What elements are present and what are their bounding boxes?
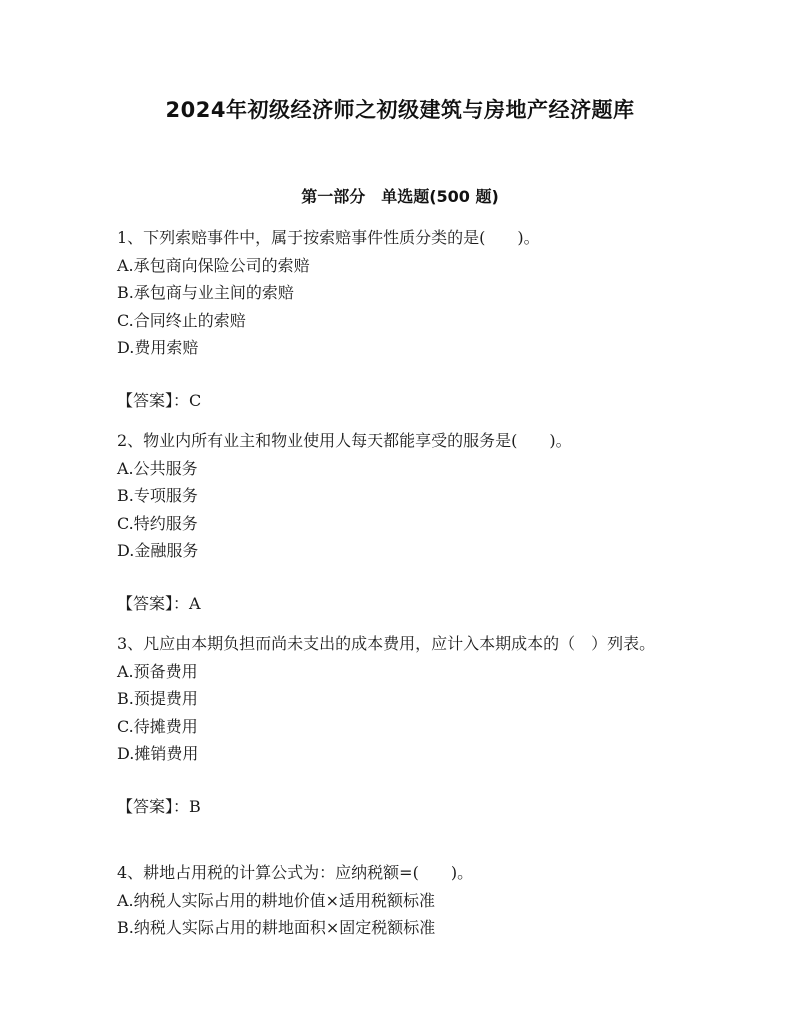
answer-line: 【答案】：A <box>117 593 201 613</box>
option-a: A.预备费用 <box>117 661 198 681</box>
question-2 <box>117 427 657 617</box>
option-b: B.纳税人实际占用的耕地面积×固定税额标准 <box>117 918 436 937</box>
option-d: D.摊销费用 <box>117 744 199 763</box>
option-b: B.承包商与业主间的索赔 <box>117 283 294 302</box>
option-a: A.公共服务 <box>117 458 198 478</box>
section-title: 第一部分 单选题(500 题) <box>301 187 499 206</box>
option-b: B.预提费用 <box>117 689 198 708</box>
option-c: C.特约服务 <box>117 513 198 533</box>
option-c: C.合同终止的索赔 <box>117 310 246 330</box>
question-1 <box>117 224 657 414</box>
document-title: 2024年初级经济师之初级建筑与房地产经济题库 <box>165 98 635 122</box>
option-a: A.纳税人实际占用的耕地价值×适用税额标准 <box>117 890 436 910</box>
answer-line: 【答案】：C <box>117 390 202 410</box>
answer-line: 【答案】：B <box>117 796 201 816</box>
option-a: A.承包商向保险公司的索赔 <box>117 255 310 275</box>
question-stem: 2、物业内所有业主和物业使用人每天都能享受的服务是( )。 <box>117 431 572 450</box>
question-4 <box>117 859 657 942</box>
question-3 <box>117 630 657 820</box>
question-stem: 3、凡应由本期负担而尚未支出的成本费用，应计入本期成本的（ ）列表。 <box>117 634 656 653</box>
question-stem: 4、耕地占用税的计算公式为：应纳税额=( )。 <box>117 863 474 882</box>
option-b: B.专项服务 <box>117 486 198 505</box>
question-stem: 1、下列索赔事件中，属于按索赔事件性质分类的是( )。 <box>117 228 540 247</box>
option-c: C.待摊费用 <box>117 716 198 736</box>
option-d: D.金融服务 <box>117 541 199 560</box>
option-d: D.费用索赔 <box>117 338 199 357</box>
